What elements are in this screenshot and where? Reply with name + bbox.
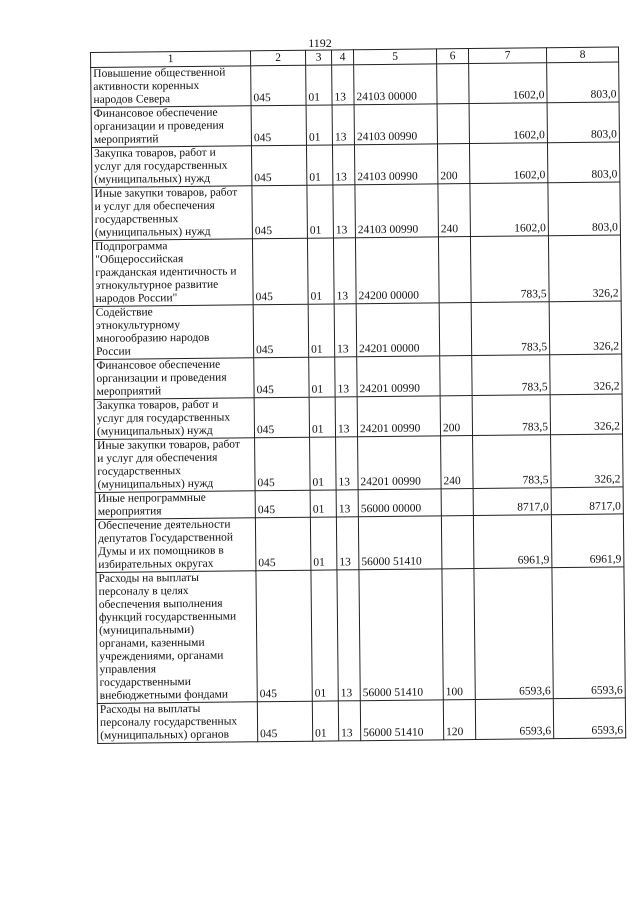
table-row — [96, 567, 625, 704]
ministry-code: 045 — [251, 105, 306, 146]
subsection-code: 13 — [332, 105, 354, 145]
amount-col8: 6593,6 — [552, 567, 625, 699]
table-row — [94, 394, 622, 440]
target-article-code: 24201 00000 — [356, 303, 440, 357]
amount-col7: 8717,0 — [473, 488, 551, 516]
expense-name: Содействие этнокультурному многообразию народов России — [93, 305, 254, 360]
budget-table — [90, 46, 626, 744]
amount-col7: 783,5 — [472, 355, 550, 396]
section-code: 01 — [306, 145, 332, 185]
section-code: 01 — [308, 304, 335, 357]
column-header: 8 — [546, 47, 618, 63]
expense-name: Повышение общественной активности коренных народов Севера — [91, 66, 251, 108]
amount-col8: 6961,9 — [551, 514, 624, 568]
amount-col7: 1602,0 — [469, 143, 547, 184]
column-header: 5 — [353, 49, 436, 65]
target-article-code: 56000 51410 — [358, 516, 442, 570]
ministry-code: 045 — [251, 145, 306, 186]
expense-name: Закупка товаров, работ и услуг для государственных (муниципальных) нужд — [94, 398, 254, 440]
column-header: 2 — [250, 50, 305, 66]
amount-col8: 803,0 — [547, 62, 619, 103]
subsection-code: 13 — [337, 570, 360, 701]
column-header: 6 — [436, 49, 468, 64]
expense-type-code: 200 — [440, 396, 472, 436]
amount-col8: 803,0 — [547, 102, 619, 143]
table-row — [94, 354, 622, 400]
section-code: 01 — [312, 701, 338, 741]
table-row — [95, 514, 624, 573]
section-code: 01 — [311, 570, 338, 701]
ministry-code: 045 — [256, 570, 312, 702]
subsection-code: 13 — [335, 397, 357, 437]
amount-col8: 326,2 — [550, 354, 622, 395]
expense-type-code — [440, 356, 472, 396]
expense-type-code: 240 — [438, 184, 471, 237]
ministry-code: 045 — [252, 238, 308, 305]
table-row — [97, 698, 625, 744]
amount-col7: 783,5 — [473, 435, 552, 489]
amount-col7: 6593,6 — [474, 568, 553, 700]
amount-col7: 6593,6 — [475, 699, 553, 740]
amount-col8: 326,2 — [551, 434, 624, 488]
ministry-code: 045 — [253, 304, 309, 358]
table-row — [93, 301, 622, 360]
expense-name: Закупка товаров, работ и услуг для государственных (муниципальных) нужд — [92, 146, 252, 188]
expense-name: Иные закупки товаров, работ и услуг для обеспечения государственных (муниципальных) нужд — [92, 186, 253, 241]
ministry-code: 045 — [257, 701, 312, 742]
section-code: 01 — [307, 238, 334, 304]
target-article-code: 24103 00000 — [354, 64, 437, 105]
section-code: 01 — [306, 105, 332, 145]
section-code: 01 — [309, 397, 335, 437]
subsection-code: 13 — [336, 490, 358, 517]
expense-type-code: 120 — [443, 700, 475, 740]
amount-col8: 803,0 — [548, 182, 621, 236]
section-code: 01 — [309, 357, 335, 397]
expense-name: Обеспечение деятельности депутатов Государственной Думы и их помощников в избирательных округах — [95, 518, 256, 573]
subsection-code: 13 — [332, 145, 354, 185]
target-article-code: 56000 51410 — [360, 700, 443, 741]
amount-col8: 326,2 — [549, 301, 622, 355]
table-row — [91, 62, 619, 108]
expense-type-code — [438, 237, 471, 303]
target-article-code: 24201 00990 — [358, 436, 442, 490]
expense-name: Расходы на выплаты персоналу в целях обеспечения выполнения функций государственными (муниципальными) органами, казенными учреждениями, органами управления государственными внебюджетными фондами — [96, 571, 257, 704]
expense-name: Финансовое обеспечение организации и проведения мероприятий — [91, 106, 251, 148]
page-number: 1192 — [308, 36, 332, 50]
section-code: 01 — [307, 185, 334, 238]
amount-col8: 8717,0 — [551, 487, 623, 515]
expense-name: Иные закупки товаров, работ и услуг для обеспечения государственных (муниципальных) нужд — [95, 438, 256, 493]
amount-col7: 783,5 — [471, 302, 550, 356]
amount-col7: 1602,0 — [469, 63, 547, 104]
expense-name: Расходы на выплаты персоналу государственных (муниципальных) органов — [97, 702, 257, 744]
subsection-code: 13 — [333, 238, 356, 304]
expense-name: Иные непрограммные мероприятия — [95, 491, 255, 520]
subsection-code: 13 — [336, 437, 359, 490]
ministry-code: 045 — [251, 65, 306, 106]
column-header: 1 — [91, 51, 251, 68]
column-header: 4 — [331, 50, 353, 65]
amount-col8: 326,2 — [550, 394, 622, 435]
target-article-code: 24103 00990 — [354, 104, 437, 145]
expense-type-code — [441, 516, 474, 569]
ministry-code: 045 — [255, 437, 311, 491]
expense-name: Подпрограмма "Общероссийская гражданская идентичность и этнокультурное развитие народов России" — [92, 239, 253, 307]
subsection-code: 13 — [335, 357, 357, 397]
subsection-code: 13 — [338, 701, 360, 741]
section-code: 01 — [306, 65, 332, 105]
section-code: 01 — [310, 437, 337, 490]
expense-type-code — [439, 303, 472, 356]
amount-col8: 6593,6 — [553, 698, 625, 739]
amount-col8: 803,0 — [547, 142, 619, 183]
ministry-code: 045 — [255, 490, 310, 518]
table-row — [95, 434, 624, 493]
section-code: 01 — [310, 490, 336, 517]
amount-col7: 783,5 — [472, 395, 550, 436]
section-code: 01 — [310, 517, 337, 570]
target-article-code: 24201 00990 — [357, 396, 440, 437]
subsection-code: 13 — [334, 304, 357, 357]
column-header: 3 — [305, 50, 331, 65]
subsection-code: 13 — [332, 65, 354, 105]
expense-type-code: 200 — [437, 144, 469, 184]
amount-col7: 1602,0 — [470, 183, 549, 237]
target-article-code: 56000 00000 — [358, 489, 441, 517]
target-article-code: 56000 51410 — [359, 569, 443, 701]
subsection-code: 13 — [336, 517, 359, 570]
expense-type-code: 240 — [441, 436, 474, 489]
column-header: 7 — [468, 48, 546, 64]
table-row — [92, 182, 621, 241]
amount-col7: 1602,0 — [469, 103, 547, 144]
table-row — [92, 142, 620, 188]
ministry-code: 045 — [252, 185, 308, 239]
amount-col7: 783,5 — [470, 236, 549, 303]
ministry-code: 045 — [255, 517, 311, 571]
ministry-code: 045 — [254, 397, 309, 438]
amount-col8: 326,2 — [548, 235, 621, 302]
target-article-code: 24201 00990 — [357, 356, 440, 397]
target-article-code: 24103 00990 — [355, 184, 439, 238]
target-article-code: 24200 00000 — [355, 237, 439, 304]
amount-col7: 6961,9 — [473, 515, 552, 569]
expense-type-code — [437, 64, 469, 104]
expense-type-code — [441, 489, 473, 516]
expense-type-code: 100 — [442, 569, 475, 700]
table-row — [92, 235, 621, 307]
expense-name: Финансовое обеспечение организации и проведения мероприятий — [94, 358, 254, 400]
target-article-code: 24103 00990 — [354, 144, 437, 185]
ministry-code: 045 — [254, 357, 309, 398]
table-row — [91, 102, 619, 148]
subsection-code: 13 — [333, 185, 356, 238]
expense-type-code — [437, 104, 469, 144]
